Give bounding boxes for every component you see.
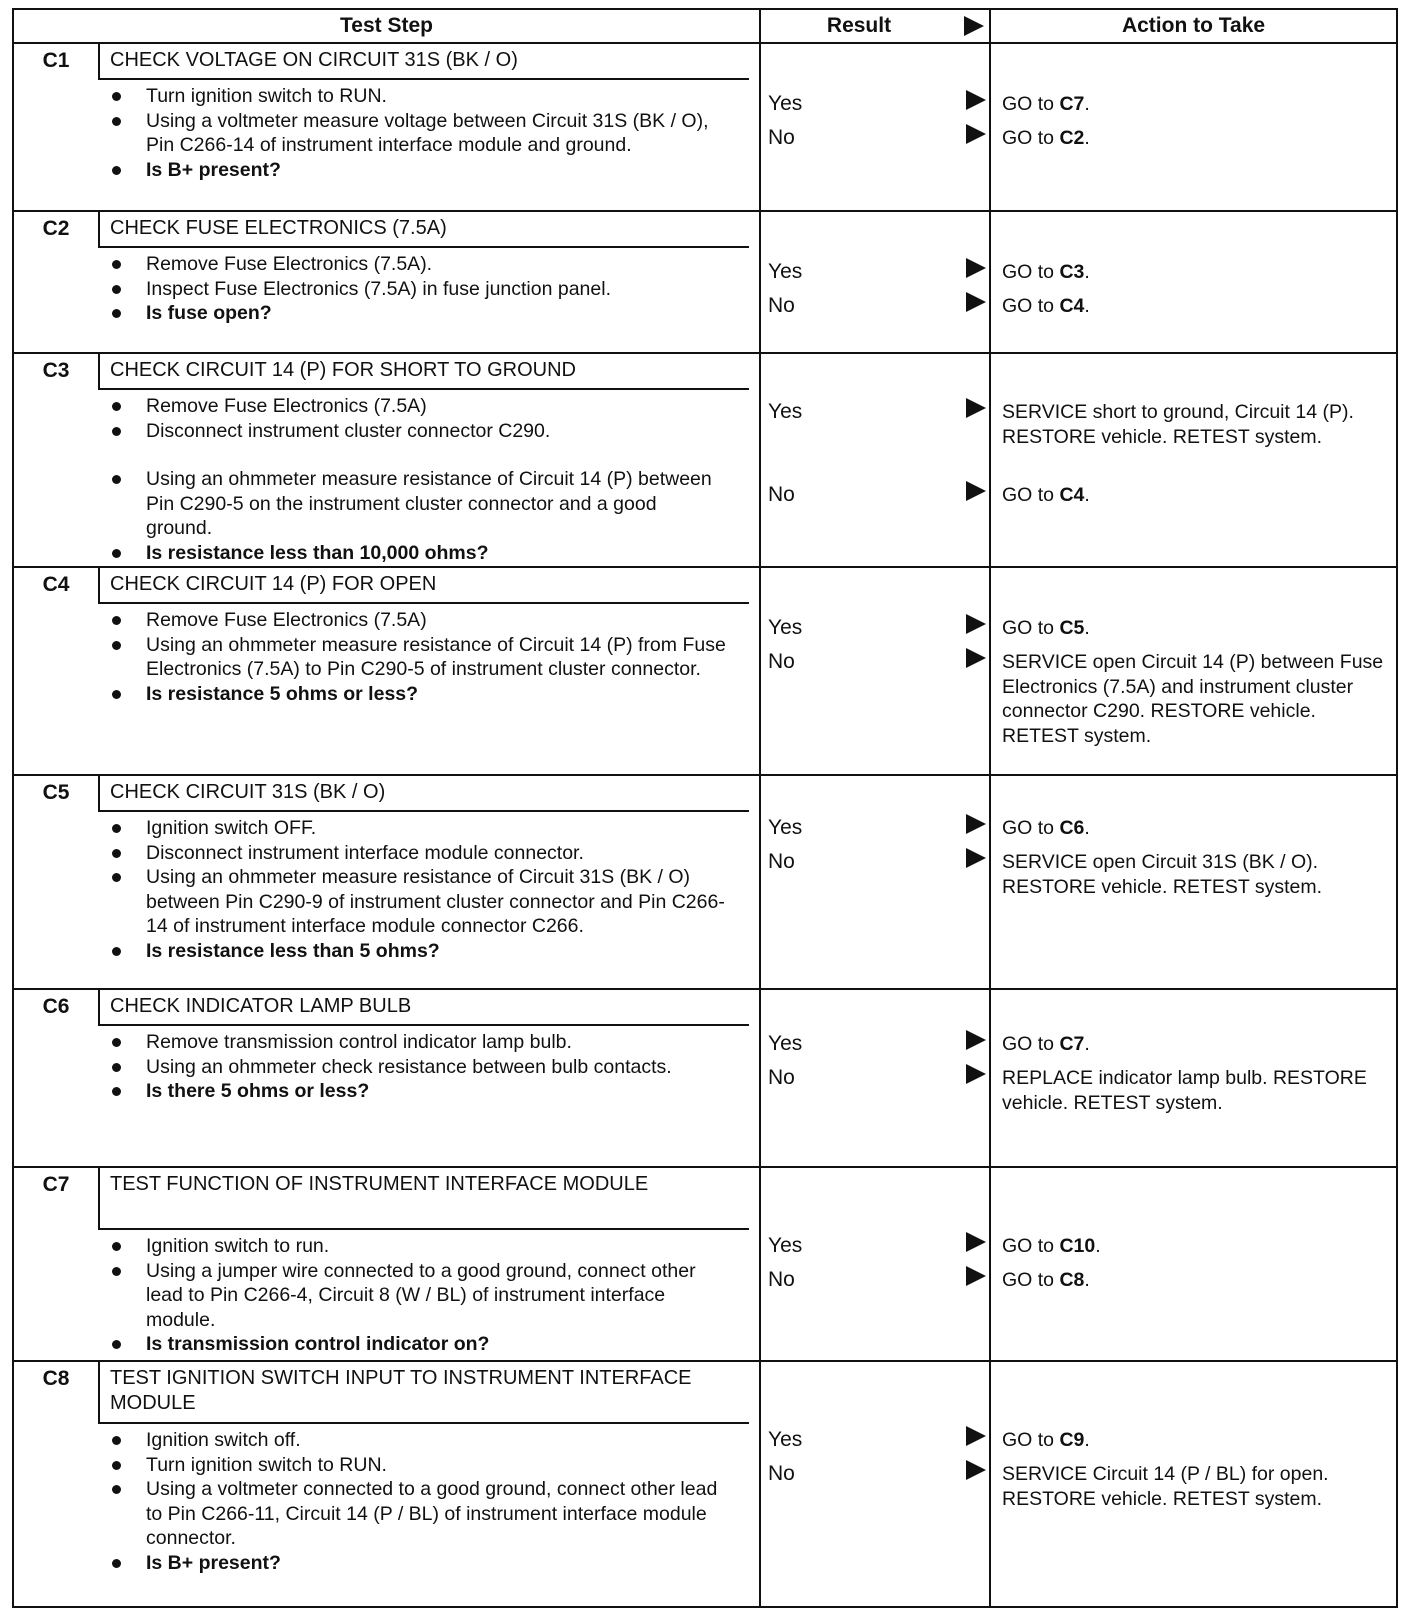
arrow-icon [966,90,986,110]
step-row-c3 [14,354,1396,568]
arrow-icon [966,124,986,144]
step-title: CHECK VOLTAGE ON CIRCUIT 31S (BK / O) [98,44,749,80]
step-row-c1 [14,44,1396,212]
list-item: Using an ohmmeter measure resistance of Circuit 14 (P) between Pin C290-5 on the instrument cluster connector and a good ground. [98,467,728,541]
bullet-icon [112,260,121,269]
step-title: CHECK INDICATOR LAMP BULB [98,990,749,1026]
action-yes: GO to C10. [1002,1235,1101,1257]
arrow-icon [966,1426,986,1446]
result-yes: Yes [768,1234,803,1257]
result-no: No [768,126,795,149]
arrow-icon [966,398,986,418]
bullet-icon [112,402,121,411]
step-bullets [98,1428,728,1575]
step-bullets [98,816,728,963]
list-item: Is resistance less than 10,000 ohms? [98,541,728,566]
bullet-icon [112,849,121,858]
header-action: Action to Take [1121,14,1266,37]
action-no: GO to C2. [1002,127,1090,149]
step-title: TEST IGNITION SWITCH INPUT TO INSTRUMENT INTERFACE MODULE [98,1362,749,1424]
arrow-icon [966,614,986,634]
bullet-icon [112,285,121,294]
list-item: Remove transmission control indicator lamp bulb. [98,1030,728,1055]
arrow-icon [966,292,986,312]
result-no: No [768,650,795,673]
list-item: Is B+ present? [98,158,728,183]
result-yes: Yes [768,1032,803,1055]
action-yes: GO to C7. [1002,93,1090,115]
list-item: Remove Fuse Electronics (7.5A) [98,608,728,633]
arrow-icon [966,1232,986,1252]
arrow-icon [966,1460,986,1480]
bullet-icon [112,1436,121,1445]
action-yes: GO to C7. [1002,1033,1090,1055]
arrow-icon [966,1266,986,1286]
list-item: Disconnect instrument interface module connector. [98,841,728,866]
header-test-step: Test Step [340,14,433,37]
arrow-icon [966,1064,986,1084]
step-id: C4 [42,573,70,596]
step-title: CHECK CIRCUIT 31S (BK / O) [98,776,749,812]
bullet-icon [112,1242,121,1251]
step-id: C7 [42,1173,70,1196]
action-yes: SERVICE short to ground, Circuit 14 (P). RESTORE vehicle. RETEST system. [1002,401,1354,448]
step-bullets [98,1030,728,1104]
result-yes: Yes [768,92,803,115]
result-yes: Yes [768,400,803,423]
result-yes: Yes [768,1428,803,1451]
bullet-icon [112,1485,121,1494]
list-item: Ignition switch OFF. [98,816,728,841]
list-item: Turn ignition switch to RUN. [98,84,728,109]
step-row-c4 [14,568,1396,776]
bullet-icon [112,1559,121,1568]
step-row-c2 [14,212,1396,354]
bullet-icon [112,1063,121,1072]
step-row-c5 [14,776,1396,990]
arrow-icon [966,481,986,501]
result-no: No [768,483,795,506]
arrow-icon [966,258,986,278]
bullet-icon [112,824,121,833]
result-yes: Yes [768,616,803,639]
action-no: SERVICE Circuit 14 (P / BL) for open. RESTORE vehicle. RETEST system. [1002,1463,1329,1510]
bullet-icon [112,873,121,882]
arrow-icon [966,1030,986,1050]
step-id: C5 [42,781,70,804]
action-no: REPLACE indicator lamp bulb. RESTORE vehicle. RETEST system. [1002,1067,1367,1114]
list-item: Remove Fuse Electronics (7.5A) [98,394,728,419]
step-bullets [98,84,728,182]
step-id: C3 [42,359,70,382]
bullet-icon [112,475,121,484]
step-title: TEST FUNCTION OF INSTRUMENT INTERFACE MODULE [98,1168,749,1230]
header-result: Result [826,14,892,37]
list-item: Is fuse open? [98,301,728,326]
list-item: Inspect Fuse Electronics (7.5A) in fuse junction panel. [98,277,728,302]
result-yes: Yes [768,260,803,283]
step-id: C1 [42,49,70,72]
result-no: No [768,1462,795,1485]
result-yes: Yes [768,816,803,839]
list-item: Is resistance less than 5 ohms? [98,939,728,964]
bullet-icon [112,117,121,126]
arrow-icon [966,648,986,668]
step-title: CHECK FUSE ELECTRONICS (7.5A) [98,212,749,248]
step-bullets [98,1234,728,1357]
bullet-icon [112,616,121,625]
bullet-icon [112,549,121,558]
bullet-icon [112,1038,121,1047]
bullet-icon [112,427,121,436]
bullet-icon [112,947,121,956]
diagnostic-table [12,8,1398,1608]
table-header [14,10,1396,44]
list-item: Is B+ present? [98,1551,728,1576]
action-yes: GO to C5. [1002,617,1090,639]
bullet-icon [112,690,121,699]
list-item: Turn ignition switch to RUN. [98,1453,728,1478]
step-title: CHECK CIRCUIT 14 (P) FOR SHORT TO GROUND [98,354,749,390]
list-item: Using a jumper wire connected to a good ground, connect other lead to Pin C266-4, Circuit 8 (W / BL) of instrument interface module. [98,1259,728,1333]
list-item: Using a voltmeter measure voltage between Circuit 31S (BK / O), Pin C266-14 of instrument interface module and ground. [98,109,728,158]
bullet-icon [112,309,121,318]
list-item: Disconnect instrument cluster connector C290. [98,419,728,444]
action-no: GO to C8. [1002,1269,1090,1291]
action-yes: GO to C9. [1002,1429,1090,1451]
step-id: C8 [42,1367,70,1390]
step-id: C6 [42,995,70,1018]
step-id: C2 [42,217,70,240]
list-item: Using an ohmmeter measure resistance of Circuit 31S (BK / O) between Pin C290-9 of instrument cluster connector and Pin C266-14 of instrument interface module connector C266. [98,865,728,939]
action-yes: GO to C3. [1002,261,1090,283]
arrow-icon [966,814,986,834]
action-no: SERVICE open Circuit 14 (P) between Fuse Electronics (7.5A) and instrument cluster connector C290. RESTORE vehicle. RETEST system. [1002,651,1384,747]
action-no: GO to C4. [1002,484,1090,506]
result-no: No [768,294,795,317]
list-item: Is there 5 ohms or less? [98,1079,728,1104]
step-row-c7 [14,1168,1396,1362]
bullet-icon [112,1087,121,1096]
list-item: Using an ohmmeter check resistance between bulb contacts. [98,1055,728,1080]
step-row-c6 [14,990,1396,1168]
action-no: SERVICE open Circuit 31S (BK / O). RESTORE vehicle. RETEST system. [1002,851,1323,898]
result-no: No [768,850,795,873]
list-item: Ignition switch to run. [98,1234,728,1259]
arrow-icon [966,848,986,868]
list-item: Is transmission control indicator on? [98,1332,728,1357]
bullet-icon [112,1267,121,1276]
list-item: Using a voltmeter connected to a good ground, connect other lead to Pin C266-11, Circuit 14 (P / BL) of instrument interface module connector. [98,1477,728,1551]
action-yes: GO to C6. [1002,817,1090,839]
list-item: Using an ohmmeter measure resistance of Circuit 14 (P) from Fuse Electronics (7.5A) to Pin C290-5 of instrument cluster connector. [98,633,728,682]
header-arrow-icon [964,16,984,36]
step-bullets [98,252,728,326]
bullet-icon [112,1461,121,1470]
action-no: GO to C4. [1002,295,1090,317]
list-item: Remove Fuse Electronics (7.5A). [98,252,728,277]
step-bullets [98,394,728,565]
step-row-c8 [14,1362,1396,1608]
result-no: No [768,1066,795,1089]
bullet-icon [112,1340,121,1349]
bullet-icon [112,166,121,175]
bullet-icon [112,641,121,650]
list-item: Ignition switch off. [98,1428,728,1453]
step-bullets [98,608,728,706]
bullet-icon [112,92,121,101]
list-item: Is resistance 5 ohms or less? [98,682,728,707]
step-title: CHECK CIRCUIT 14 (P) FOR OPEN [98,568,749,604]
result-no: No [768,1268,795,1291]
